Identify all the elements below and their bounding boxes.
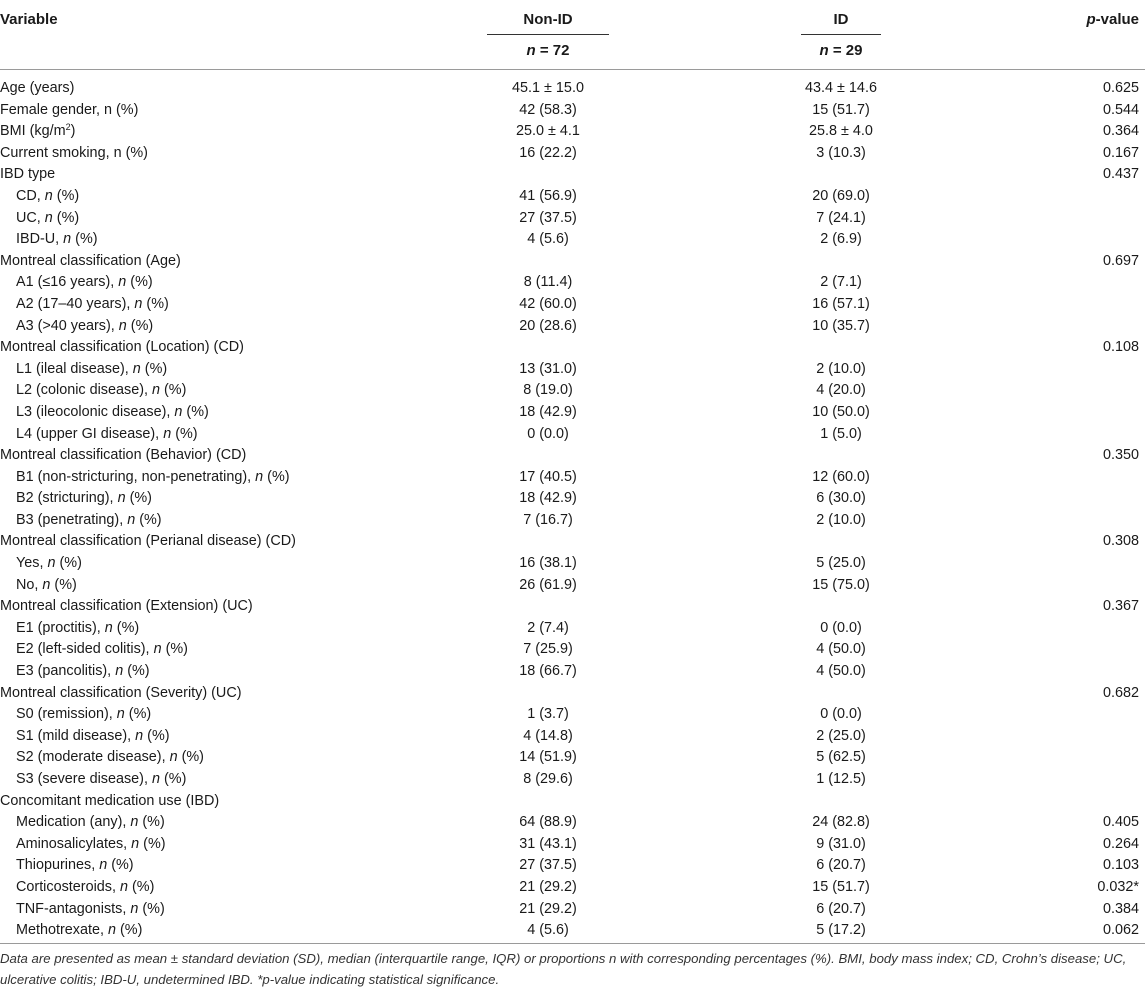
row-id-value: 10 (50.0) — [812, 403, 870, 420]
row-non-id-value: 1 (3.7) — [527, 706, 569, 723]
row-non-id-value: 14 (51.9) — [519, 749, 577, 766]
id-underline — [801, 34, 881, 35]
row-variable: BMI $(kg/m^2)$ — [0, 122, 76, 140]
row-id-value: 20 (69.0) — [812, 187, 870, 204]
row-id-value: 4 (50.0) — [816, 641, 866, 658]
row-id-value: 1 (5.0) — [820, 425, 862, 442]
header-id: ID — [833, 11, 849, 28]
row-variable: Montreal classification (Behavior) (CD) — [0, 447, 247, 464]
row-id-value: 9 (31.0) — [816, 835, 866, 852]
row-variable: S1 (mild disease), n (%) — [16, 727, 170, 744]
row-non-id-value: 16 (22.2) — [519, 144, 577, 161]
row-id-value: 25.8 ± 4.0 — [809, 123, 873, 140]
table-row — [0, 488, 1145, 510]
row-id-value: 2 (6.9) — [820, 231, 862, 248]
row-variable: UC, n (%) — [16, 209, 80, 226]
table-row — [0, 639, 1145, 661]
row-variable: S0 (remission), n (%) — [16, 706, 152, 723]
row-id-value: 15 (51.7) — [812, 878, 870, 895]
row-variable: B1 (non-stricturing, non-penetrating), n (%) — [16, 468, 290, 485]
row-p-value: 0.405 — [1102, 814, 1139, 831]
table-row — [0, 596, 1145, 618]
table-row — [0, 877, 1145, 899]
table-row — [0, 208, 1145, 230]
row-variable: A2 (17–40 years), n (%) — [16, 295, 169, 312]
row-id-value: 2 (7.1) — [820, 274, 862, 291]
header-p-italic: p — [1086, 11, 1096, 28]
table-row — [0, 359, 1145, 381]
row-variable: A3 (>40 years), n (%) — [16, 317, 154, 334]
row-variable: Aminosalicylates, n (%) — [16, 835, 166, 852]
row-id-value: 43.4 ± 14.6 — [805, 80, 877, 96]
row-p-value: 0.308 — [1102, 533, 1139, 550]
table-body — [0, 78, 1145, 942]
table-row — [0, 553, 1145, 575]
row-non-id-value: 4 (5.6) — [527, 922, 569, 939]
row-id-value: 10 (35.7) — [812, 317, 870, 334]
row-variable: E1 (proctitis), n (%) — [16, 619, 140, 636]
row-non-id-value: 18 (42.9) — [519, 403, 577, 420]
row-p-value: 0.108 — [1102, 339, 1139, 356]
row-p-value: 0.062 — [1102, 922, 1139, 939]
row-id-value: 2 (10.0) — [816, 511, 866, 528]
row-p-value: 0.367 — [1102, 598, 1139, 615]
table-row — [0, 769, 1145, 791]
row-id-value: 6 (20.7) — [816, 900, 866, 917]
row-non-id-value: 7 (25.9) — [523, 641, 573, 658]
table-row — [0, 294, 1145, 316]
row-variable: B2 (stricturing), n (%) — [16, 490, 152, 507]
table-row — [0, 380, 1145, 402]
row-variable: Montreal classification (Perianal disease) (CD) — [0, 533, 296, 550]
row-non-id-value: 16 (38.1) — [519, 555, 577, 572]
row-non-id-value: 45.1 ± 15.0 — [512, 80, 584, 96]
table-row — [0, 812, 1145, 834]
row-variable: B3 (penetrating), n (%) — [16, 511, 162, 528]
table-row — [0, 78, 1145, 100]
row-variable: Medication (any), n (%) — [16, 814, 165, 831]
row-non-id-value: 26 (61.9) — [519, 576, 577, 593]
row-id-value: 4 (20.0) — [816, 382, 866, 399]
table-row — [0, 467, 1145, 489]
row-non-id-value: 27 (37.5) — [519, 209, 577, 226]
row-non-id-value: 8 (19.0) — [523, 382, 573, 399]
table-row — [0, 229, 1145, 251]
row-non-id-value: 18 (66.7) — [519, 663, 577, 680]
table-row — [0, 164, 1145, 186]
table-row — [0, 855, 1145, 877]
table-row — [0, 920, 1145, 942]
row-variable: S3 (severe disease), n (%) — [16, 771, 187, 787]
header-n-id — [801, 42, 881, 59]
row-non-id-value: 4 (14.8) — [523, 727, 573, 744]
row-non-id-value: 42 (60.0) — [519, 295, 577, 312]
table-header — [0, 0, 1145, 70]
header-n-non-id — [487, 42, 609, 59]
row-id-value: 5 (25.0) — [816, 555, 866, 572]
row-id-value: 1 (12.5) — [816, 771, 866, 787]
row-id-value: 5 (17.2) — [816, 922, 866, 939]
row-id-value: 2 (25.0) — [816, 727, 866, 744]
row-p-value: 0.167 — [1102, 144, 1139, 161]
table-row — [0, 445, 1145, 467]
row-id-value: 24 (82.8) — [812, 814, 870, 831]
row-variable: L2 (colonic disease), n (%) — [16, 382, 187, 399]
table-row — [0, 316, 1145, 338]
row-variable: A1 (≤16 years), n (%) — [16, 274, 153, 291]
table-row — [0, 704, 1145, 726]
table-row — [0, 100, 1145, 122]
n-italic: n — [819, 42, 829, 59]
row-p-value: 0.625 — [1102, 80, 1139, 96]
table-row — [0, 575, 1145, 597]
row-id-value: 0 (0.0) — [820, 706, 862, 723]
row-id-value: 6 (30.0) — [816, 490, 866, 507]
row-p-value: 0.384 — [1102, 900, 1139, 917]
table-row — [0, 337, 1145, 359]
table-row — [0, 121, 1145, 143]
row-p-value: 0.697 — [1102, 252, 1139, 269]
row-non-id-value: 21 (29.2) — [519, 878, 577, 895]
row-variable: L3 (ileocolonic disease), n (%) — [16, 403, 209, 420]
table-row — [0, 510, 1145, 532]
header-variable: Variable — [0, 11, 58, 28]
row-id-value: 15 (51.7) — [812, 101, 870, 118]
row-variable: L4 (upper GI disease), n (%) — [16, 425, 198, 442]
row-variable: Current smoking, n (%) — [0, 144, 148, 161]
table-row — [0, 726, 1145, 748]
row-id-value: 6 (20.7) — [816, 857, 866, 874]
header-p-value — [1086, 11, 1139, 28]
row-variable: Methotrexate, n (%) — [16, 922, 143, 939]
row-variable: E2 (left-sided colitis), n (%) — [16, 641, 188, 658]
row-id-value: 0 (0.0) — [820, 619, 862, 636]
header-p-rest: -value — [1095, 11, 1139, 28]
table-row — [0, 834, 1145, 856]
table-footnote: Data are presented as mean ± standard deviation (SD), median (interquartile range, IQR) or proportions n with corresponding percentages (%). BMI, body mass index; CD, Crohn’s disease; UC, ulcerative colitis; IBD-U, undetermined IBD. *p-value indicating statistical significance. — [0, 951, 1127, 987]
row-non-id-value: 27 (37.5) — [519, 857, 577, 874]
table-row — [0, 272, 1145, 294]
row-variable: Montreal classification (Severity) (UC) — [0, 684, 242, 701]
n2-value: = 29 — [828, 42, 863, 59]
table-row — [0, 424, 1145, 446]
header-non-id: Non-ID — [523, 11, 573, 28]
row-id-value: 12 (60.0) — [812, 468, 870, 485]
row-variable: Montreal classification (Location) (CD) — [0, 339, 244, 356]
row-non-id-value: 13 (31.0) — [519, 360, 577, 377]
row-non-id-value: 18 (42.9) — [519, 490, 577, 507]
table-row — [0, 747, 1145, 769]
row-id-value: 7 (24.1) — [816, 209, 866, 226]
row-id-value: 5 (62.5) — [816, 749, 866, 766]
row-non-id-value: 21 (29.2) — [519, 900, 577, 917]
row-variable: Age (years) — [0, 80, 75, 96]
row-non-id-value: 42 (58.3) — [519, 101, 577, 118]
row-non-id-value: 4 (5.6) — [527, 231, 569, 248]
row-non-id-value: 7 (16.7) — [523, 511, 573, 528]
row-p-value: 0.103 — [1102, 857, 1139, 874]
table-row — [0, 683, 1145, 705]
row-non-id-value: 8 (11.4) — [523, 274, 573, 291]
row-variable: CD, n (%) — [16, 187, 80, 204]
row-id-value: 3 (10.3) — [816, 144, 866, 161]
row-variable: E3 (pancolitis), n (%) — [16, 663, 150, 680]
row-variable: Thiopurines, n (%) — [16, 857, 134, 874]
header-rule — [0, 69, 1145, 70]
footer-rule — [0, 943, 1145, 944]
table-row — [0, 531, 1145, 553]
row-variable: Montreal classification (Extension) (UC) — [0, 598, 253, 615]
row-variable: Montreal classification (Age) — [0, 252, 181, 269]
n1-value: = 72 — [535, 42, 570, 59]
table-row — [0, 661, 1145, 683]
row-non-id-value: 2 (7.4) — [527, 619, 569, 636]
row-non-id-value: 25.0 ± 4.1 — [516, 123, 580, 140]
non-id-underline — [487, 34, 609, 35]
row-non-id-value: 31 (43.1) — [519, 835, 577, 852]
row-variable: IBD type — [0, 166, 56, 183]
row-p-value: 0.682 — [1102, 684, 1139, 701]
row-p-value: 0.350 — [1102, 447, 1139, 464]
row-p-value: 0.032* — [1097, 878, 1139, 895]
table-row — [0, 791, 1145, 813]
row-p-value: 0.364 — [1102, 123, 1139, 140]
table-row — [0, 251, 1145, 273]
row-variable: Concomitant medication use (IBD) — [0, 792, 220, 809]
row-variable: L1 (ileal disease), n (%) — [16, 360, 168, 377]
row-variable: Female gender, n (%) — [0, 101, 139, 118]
table-row — [0, 899, 1145, 921]
row-non-id-value: 20 (28.6) — [519, 317, 577, 334]
row-p-value: 0.544 — [1102, 101, 1139, 118]
n-italic: n — [526, 42, 536, 59]
table-row — [0, 402, 1145, 424]
row-p-value: 0.264 — [1102, 835, 1139, 852]
row-non-id-value: 41 (56.9) — [519, 187, 577, 204]
table-row — [0, 618, 1145, 640]
row-variable: TNF-antagonists, n (%) — [16, 900, 165, 917]
row-non-id-value: 64 (88.9) — [519, 814, 577, 831]
row-id-value: 2 (10.0) — [816, 360, 866, 377]
row-non-id-value: 8 (29.6) — [523, 771, 573, 787]
row-variable: IBD-U, n (%) — [16, 231, 98, 248]
table-row — [0, 143, 1145, 165]
row-id-value: 16 (57.1) — [812, 295, 870, 312]
row-variable: Yes, n (%) — [16, 555, 82, 572]
row-id-value: 15 (75.0) — [812, 576, 870, 593]
row-non-id-value: 17 (40.5) — [519, 468, 577, 485]
row-variable: No, n (%) — [16, 576, 77, 593]
row-id-value: 4 (50.0) — [816, 663, 866, 680]
row-non-id-value: 0 (0.0) — [527, 425, 569, 442]
row-variable: Corticosteroids, n (%) — [16, 878, 155, 895]
row-variable: S2 (moderate disease), n (%) — [16, 749, 204, 766]
row-p-value: 0.437 — [1102, 166, 1139, 183]
table-row — [0, 186, 1145, 208]
